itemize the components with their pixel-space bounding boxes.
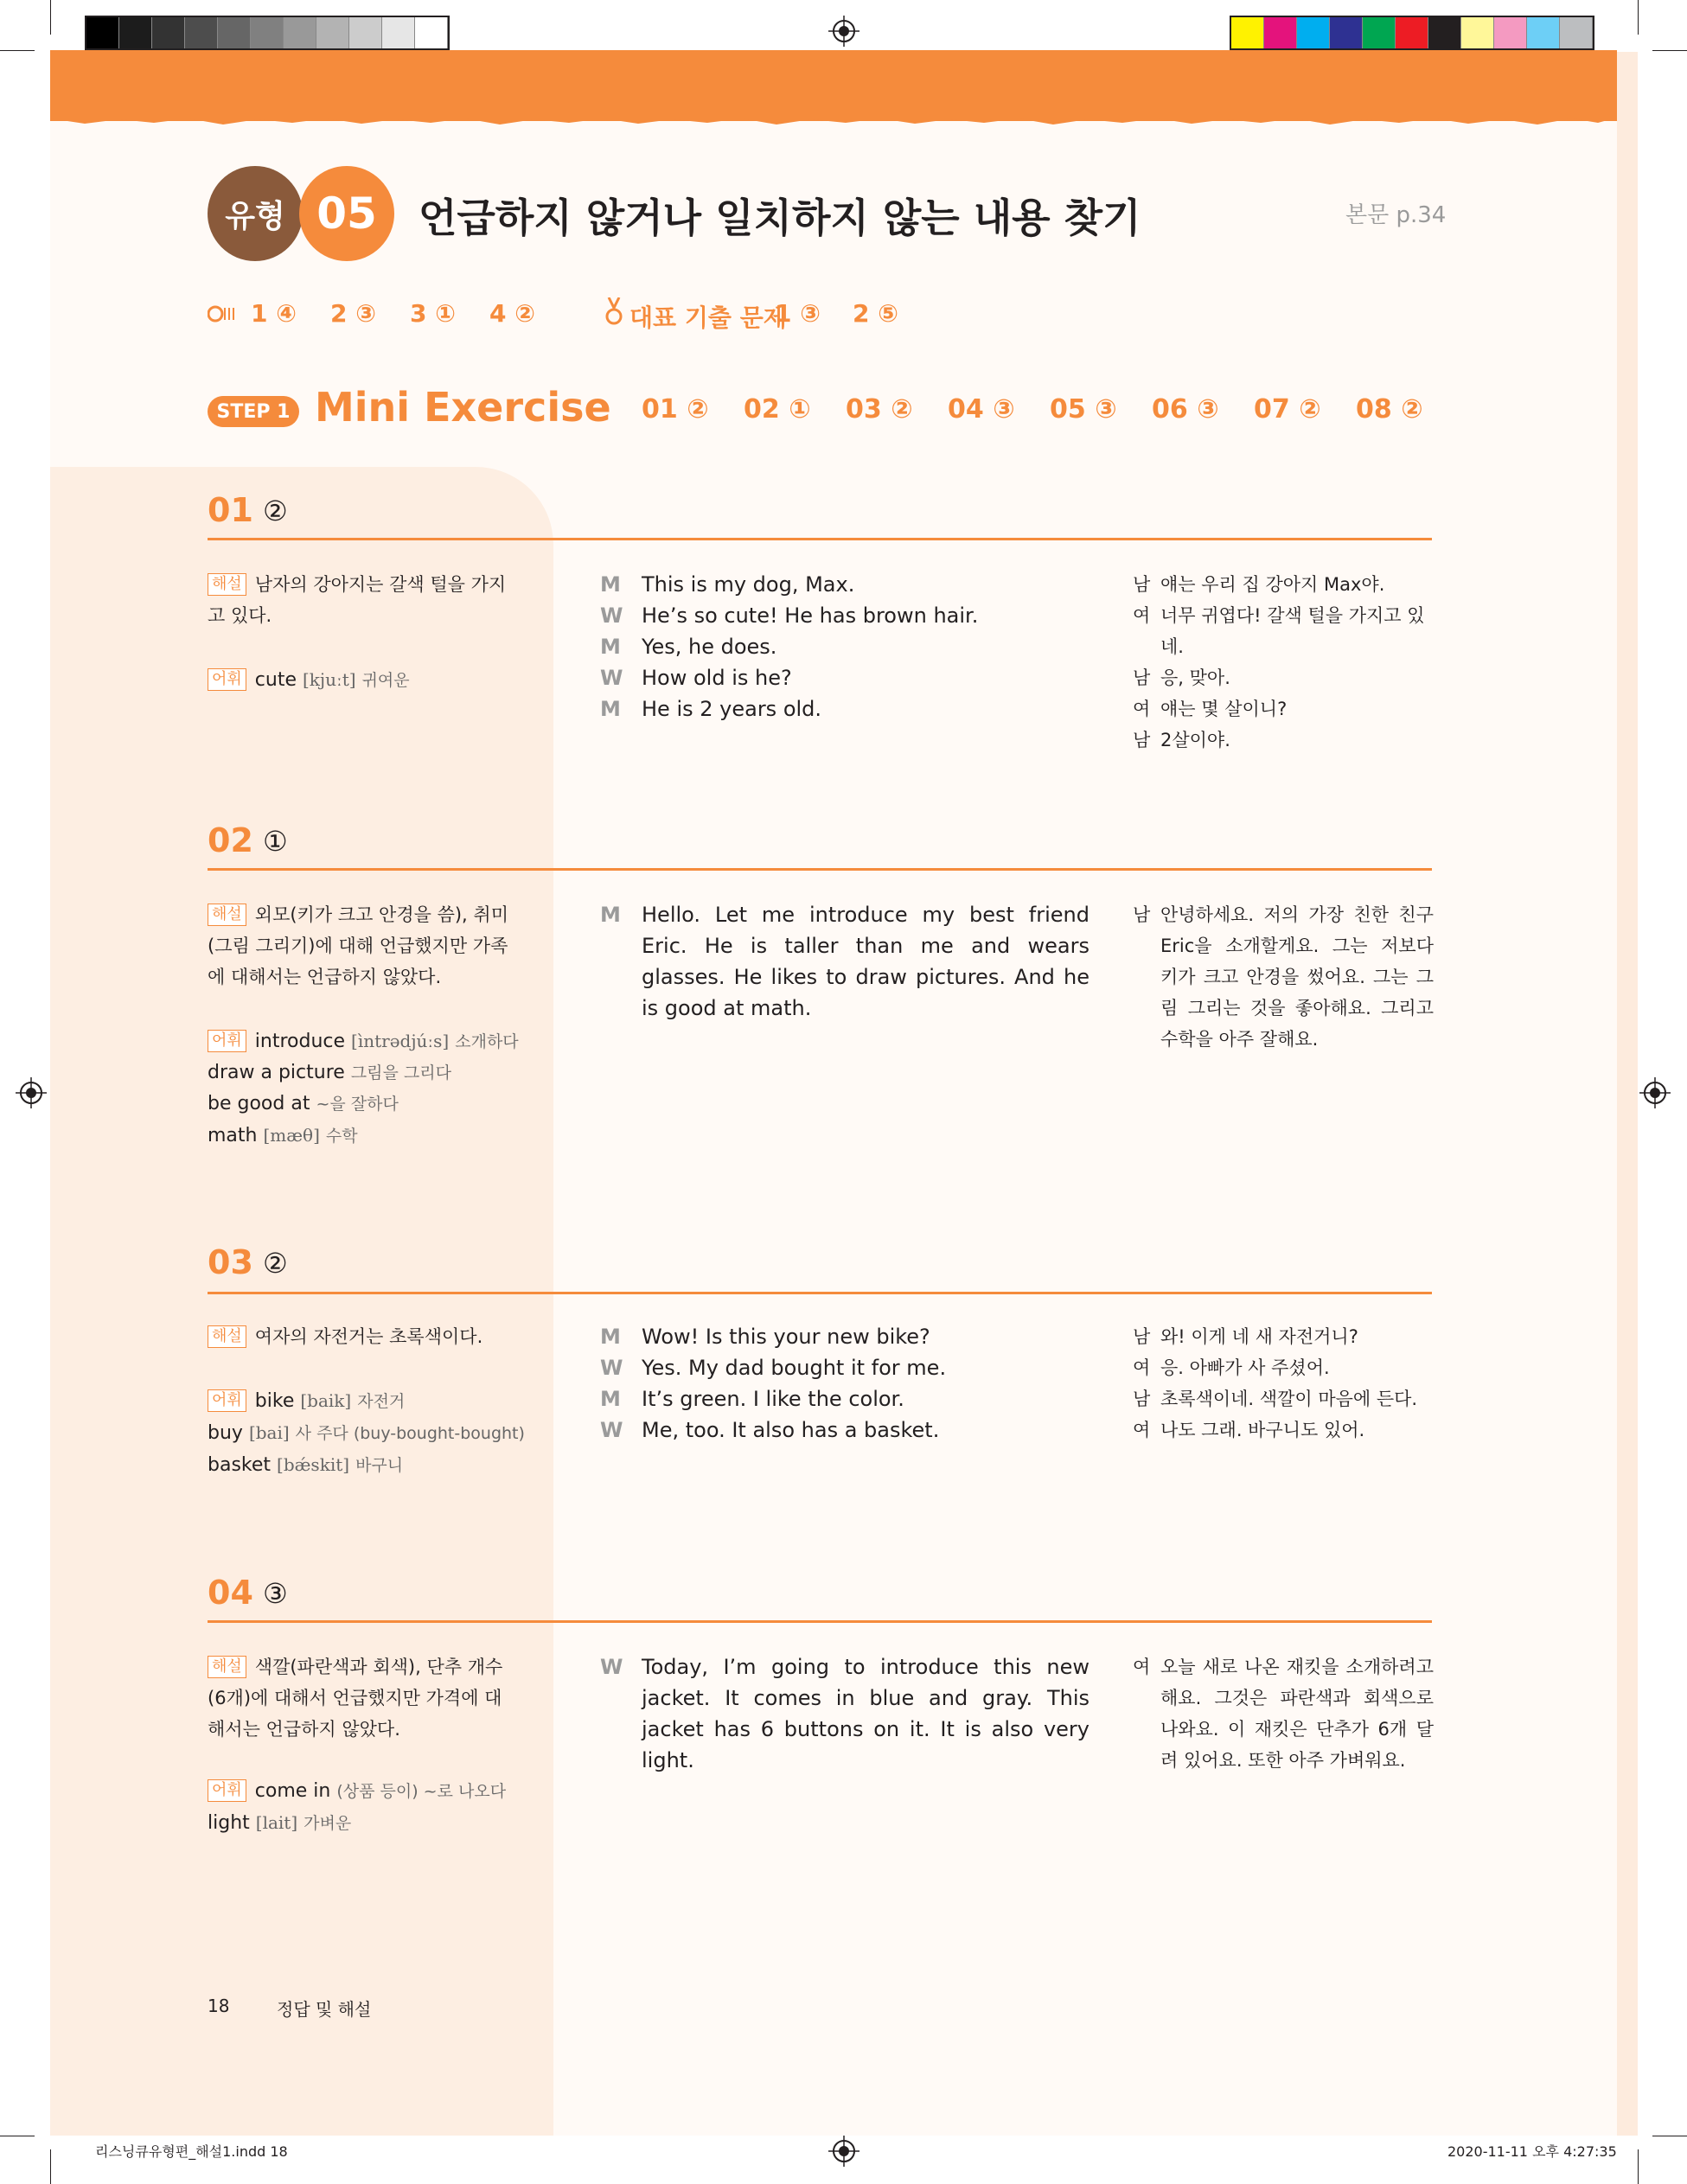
vocab-word: be good at xyxy=(208,1093,310,1114)
line-text: 안녕하세요. 저의 가장 친한 친구 Eric을 소개할게요. 그는 저보다 키가 크고 안경을 썼어요. 그는 그림 그리는 것을 좋아해요. 그리고 수학을 아주 잘해요. xyxy=(1160,904,1434,1050)
crop-mark xyxy=(1638,0,1639,35)
line-text: 너무 귀엽다! 갈색 털을 가지고 있네. xyxy=(1160,605,1425,657)
explanation xyxy=(208,569,512,631)
vocabulary xyxy=(208,1385,536,1481)
headphone-answer-icon xyxy=(208,304,237,323)
vocab-word: come in xyxy=(254,1780,331,1802)
vocabulary xyxy=(208,664,536,696)
dialogue-line xyxy=(600,1651,1090,1776)
line-text: 오늘 새로 나온 재킷을 소개하려고 해요. 그것은 파란색과 회색으로 나와요. 이 재킷은 단추가 6개 달려 있어요. 또한 아주 가벼워요. xyxy=(1160,1657,1434,1771)
page-reference: 본문 p.34 xyxy=(1345,202,1447,228)
type-badge xyxy=(208,166,303,261)
explanation-text: 남자의 강아지는 갈색 털을 가지고 있다. xyxy=(208,574,507,626)
question-number: 04 xyxy=(208,1574,253,1612)
vocab-meaning: 사 주다 (buy-bought-bought) xyxy=(295,1424,525,1443)
vocab-word: bike xyxy=(254,1390,295,1412)
mini-exercise-title: Mini Exercise xyxy=(315,384,611,431)
dialogue-line xyxy=(600,600,1090,631)
vocab-item xyxy=(208,1776,536,1807)
translation-line xyxy=(1133,899,1434,1055)
vocab-word: draw a picture xyxy=(208,1062,345,1083)
line-text: 응, 맞아. xyxy=(1160,667,1230,688)
section-divider xyxy=(208,1292,1432,1294)
type-label: 유형 xyxy=(225,198,285,234)
question-answer: ② xyxy=(263,495,288,527)
vocab-phonetic: [ìntrədjúːs] xyxy=(351,1031,450,1051)
type-number-badge xyxy=(299,166,394,261)
dialogue-script xyxy=(600,1321,1090,1446)
vocab-phonetic: [bai] xyxy=(248,1422,290,1443)
dialogue-line xyxy=(600,1352,1090,1383)
mini-answer-08: 08 ② xyxy=(1356,394,1423,425)
line-text: 얘는 우리 집 강아지 Max야. xyxy=(1160,574,1385,595)
vocab-meaning: 소개하다 xyxy=(455,1032,519,1051)
vocab-meaning: (상품 등이) ~로 나오다 xyxy=(336,1782,507,1801)
mini-answer-07: 07 ② xyxy=(1254,394,1321,425)
crop-mark xyxy=(1652,50,1687,51)
vocab-tag: 어휘 xyxy=(208,1030,246,1052)
speaker: W xyxy=(600,666,623,690)
vocab-tag: 어휘 xyxy=(208,668,246,691)
mini-answer-02: 02 ① xyxy=(744,394,811,425)
crop-mark xyxy=(50,2149,51,2184)
speaker: M xyxy=(600,572,621,597)
speaker: 남 xyxy=(1133,574,1151,595)
mini-answer-01: 01 ② xyxy=(642,394,709,425)
line-text: How old is he? xyxy=(642,666,792,690)
mini-answer-04: 04 ③ xyxy=(948,394,1015,425)
vocab-item xyxy=(208,1417,536,1449)
vocab-word: introduce xyxy=(254,1031,346,1052)
process-color-bar xyxy=(1230,16,1594,50)
translation-line xyxy=(1133,693,1434,725)
vocab-phonetic: [baik] xyxy=(300,1390,352,1411)
line-text: 응. 아빠가 사 주셨어. xyxy=(1160,1357,1330,1378)
vocab-word: basket xyxy=(208,1454,272,1476)
line-text: 나도 그래. 바구니도 있어. xyxy=(1160,1420,1365,1440)
rep-answer-1: 1 ③ xyxy=(775,299,821,328)
line-text: He is 2 years old. xyxy=(642,697,822,721)
line-text: 2살이야. xyxy=(1160,730,1230,750)
line-text: This is my dog, Max. xyxy=(642,572,855,597)
vocab-word: cute xyxy=(254,669,297,691)
print-slug-file: 리스닝큐유형편_해설1.indd 18 xyxy=(95,2143,288,2160)
vocab-phonetic: [mæθ] xyxy=(263,1125,320,1146)
question-answer: ① xyxy=(263,825,288,858)
medal-icon xyxy=(605,297,623,327)
dialogue-line xyxy=(600,662,1090,693)
translation-line xyxy=(1133,662,1434,693)
vocab-tag: 어휘 xyxy=(208,1389,246,1412)
section-divider xyxy=(208,538,1432,540)
header-band-rough-edge xyxy=(50,111,1617,130)
line-text: Yes. My dad bought it for me. xyxy=(642,1356,947,1380)
vocab-phonetic: [bǽskit] xyxy=(277,1454,350,1475)
page-number: 18 xyxy=(208,1996,230,2016)
dialogue-line xyxy=(600,1321,1090,1352)
explanation-tag: 해설 xyxy=(208,1656,246,1678)
registration-mark-icon xyxy=(828,16,859,47)
explanation-tag: 해설 xyxy=(208,904,246,926)
translation-line xyxy=(1133,1414,1434,1446)
vocab-item xyxy=(208,1120,536,1152)
vocab-item xyxy=(208,1057,536,1089)
vocab-meaning: 귀여운 xyxy=(361,671,410,690)
vocab-tag: 어휘 xyxy=(208,1779,246,1802)
vocab-word: buy xyxy=(208,1422,243,1444)
answer-1: 1 ④ xyxy=(251,299,297,328)
dialogue-script xyxy=(600,1651,1090,1776)
translation xyxy=(1133,1321,1434,1446)
speaker: M xyxy=(600,903,621,927)
explanation xyxy=(208,1321,512,1352)
representative-question-label: 대표 기출 문제 xyxy=(629,303,787,332)
translation-line xyxy=(1133,1352,1434,1383)
line-text: It’s green. I like the color. xyxy=(642,1387,904,1411)
explanation xyxy=(208,1651,512,1745)
rep-answer-2: 2 ⑤ xyxy=(853,299,898,328)
line-text: Wow! Is this your new bike? xyxy=(642,1325,930,1349)
explanation-text: 색깔(파란색과 회색), 단추 개수(6개)에 대해서 언급했지만 가격에 대해서는 언급하지 않았다. xyxy=(208,1657,503,1740)
section-divider xyxy=(208,1620,1432,1623)
crop-mark xyxy=(0,50,35,51)
vocab-word: math xyxy=(208,1125,258,1146)
speaker: M xyxy=(600,697,621,721)
vocab-item xyxy=(208,664,536,696)
speaker: W xyxy=(600,1356,623,1380)
registration-mark-icon xyxy=(16,1077,47,1108)
translation xyxy=(1133,899,1434,1055)
explanation xyxy=(208,899,512,993)
speaker: M xyxy=(600,635,621,659)
vocab-meaning: ~을 잘하다 xyxy=(316,1095,399,1114)
speaker: 여 xyxy=(1133,605,1151,626)
dialogue-line xyxy=(600,569,1090,600)
answer-2: 2 ③ xyxy=(330,299,376,328)
speaker: W xyxy=(600,1418,623,1442)
dialogue-line xyxy=(600,1383,1090,1414)
line-text: He’s so cute! He has brown hair. xyxy=(642,603,979,628)
question-number: 03 xyxy=(208,1243,253,1281)
vocab-item xyxy=(208,1449,536,1481)
step-badge: STEP 1 xyxy=(208,396,299,427)
page-title: 언급하지 않거나 일치하지 않는 내용 찾기 xyxy=(419,195,1141,241)
section-divider xyxy=(208,868,1432,871)
print-slug-timestamp: 2020-11-11 오후 4:27:35 xyxy=(1447,2143,1617,2160)
dialogue-script xyxy=(600,899,1090,1024)
translation-line xyxy=(1133,1383,1434,1414)
dialogue-script xyxy=(600,569,1090,725)
speaker: W xyxy=(600,1655,623,1679)
speaker: M xyxy=(600,1387,621,1411)
explanation-tag: 해설 xyxy=(208,573,246,596)
answer-3: 3 ① xyxy=(410,299,456,328)
left-explanation-panel xyxy=(50,467,553,2136)
speaker: 남 xyxy=(1133,1326,1151,1347)
speaker: 여 xyxy=(1133,1657,1151,1677)
translation xyxy=(1133,1651,1434,1776)
speaker: 여 xyxy=(1133,1357,1151,1378)
vocab-item xyxy=(208,1385,536,1417)
question-number: 01 xyxy=(208,491,253,529)
answer-4: 4 ② xyxy=(489,299,535,328)
footer-label: 정답 및 해설 xyxy=(277,1999,372,2020)
crop-mark xyxy=(50,0,51,35)
translation-line xyxy=(1133,725,1434,756)
vocab-item xyxy=(208,1089,536,1120)
vocab-phonetic: [lait] xyxy=(255,1812,298,1833)
explanation-tag: 해설 xyxy=(208,1325,246,1348)
line-text: Me, too. It also has a basket. xyxy=(642,1418,940,1442)
mini-answer-06: 06 ③ xyxy=(1152,394,1219,425)
vocab-meaning: 그림을 그리다 xyxy=(350,1063,451,1082)
speaker: 여 xyxy=(1133,699,1151,719)
grayscale-color-bar xyxy=(85,16,450,50)
translation-line xyxy=(1133,1651,1434,1776)
question-number: 02 xyxy=(208,821,253,859)
question-answer: ② xyxy=(263,1247,288,1280)
explanation-text: 여자의 자전거는 초록색이다. xyxy=(254,1326,483,1347)
registration-mark-icon xyxy=(828,2136,859,2167)
mini-answer-05: 05 ③ xyxy=(1050,394,1117,425)
mini-answer-03: 03 ② xyxy=(846,394,913,425)
line-text: Today, I’m going to introduce this new jacket. It comes in blue and gray. This jacket has 6 buttons on it. It is also very light. xyxy=(642,1655,1090,1772)
line-text: 초록색이네. 색깔이 마음에 든다. xyxy=(1160,1389,1418,1409)
dialogue-line xyxy=(600,899,1090,1024)
vocab-meaning: 수학 xyxy=(325,1127,358,1146)
speaker: 여 xyxy=(1133,1420,1151,1440)
speaker: 남 xyxy=(1133,904,1151,925)
dialogue-line xyxy=(600,1414,1090,1446)
vocabulary xyxy=(208,1776,536,1839)
line-text: 얘는 몇 살이니? xyxy=(1160,699,1288,719)
crop-mark xyxy=(1638,2149,1639,2184)
vocab-meaning: 바구니 xyxy=(355,1456,404,1475)
vocab-item xyxy=(208,1025,536,1057)
translation-line xyxy=(1133,1321,1434,1352)
dialogue-line xyxy=(600,631,1090,662)
translation-line xyxy=(1133,569,1434,600)
question-answer: ③ xyxy=(263,1577,288,1610)
vocabulary xyxy=(208,1025,536,1152)
vocab-meaning: 자전거 xyxy=(357,1392,406,1411)
speaker: W xyxy=(600,603,623,628)
dialogue-line xyxy=(600,693,1090,725)
vocab-word: light xyxy=(208,1812,250,1834)
translation-line xyxy=(1133,600,1434,662)
type-number: 05 xyxy=(316,188,377,239)
translation xyxy=(1133,569,1434,756)
side-strip xyxy=(1617,52,1638,2136)
line-text: 와! 이게 네 새 자전거니? xyxy=(1160,1326,1358,1347)
speaker: 남 xyxy=(1133,730,1151,750)
vocab-meaning: 가벼운 xyxy=(304,1814,352,1833)
line-text: Hello. Let me introduce my best friend Eric. He is taller than me and wears glasses. He likes to draw pictures. And he is good at math. xyxy=(642,903,1090,1020)
line-text: Yes, he does. xyxy=(642,635,777,659)
speaker: 남 xyxy=(1133,667,1151,688)
speaker: 남 xyxy=(1133,1389,1151,1409)
speaker: M xyxy=(600,1325,621,1349)
explanation-text: 외모(키가 크고 안경을 씀), 취미(그림 그리기)에 대해 언급했지만 가족에 대해서는 언급하지 않았다. xyxy=(208,904,508,987)
vocab-item xyxy=(208,1807,536,1839)
vocab-phonetic: [kjuːt] xyxy=(302,669,356,690)
registration-mark-icon xyxy=(1639,1077,1671,1108)
